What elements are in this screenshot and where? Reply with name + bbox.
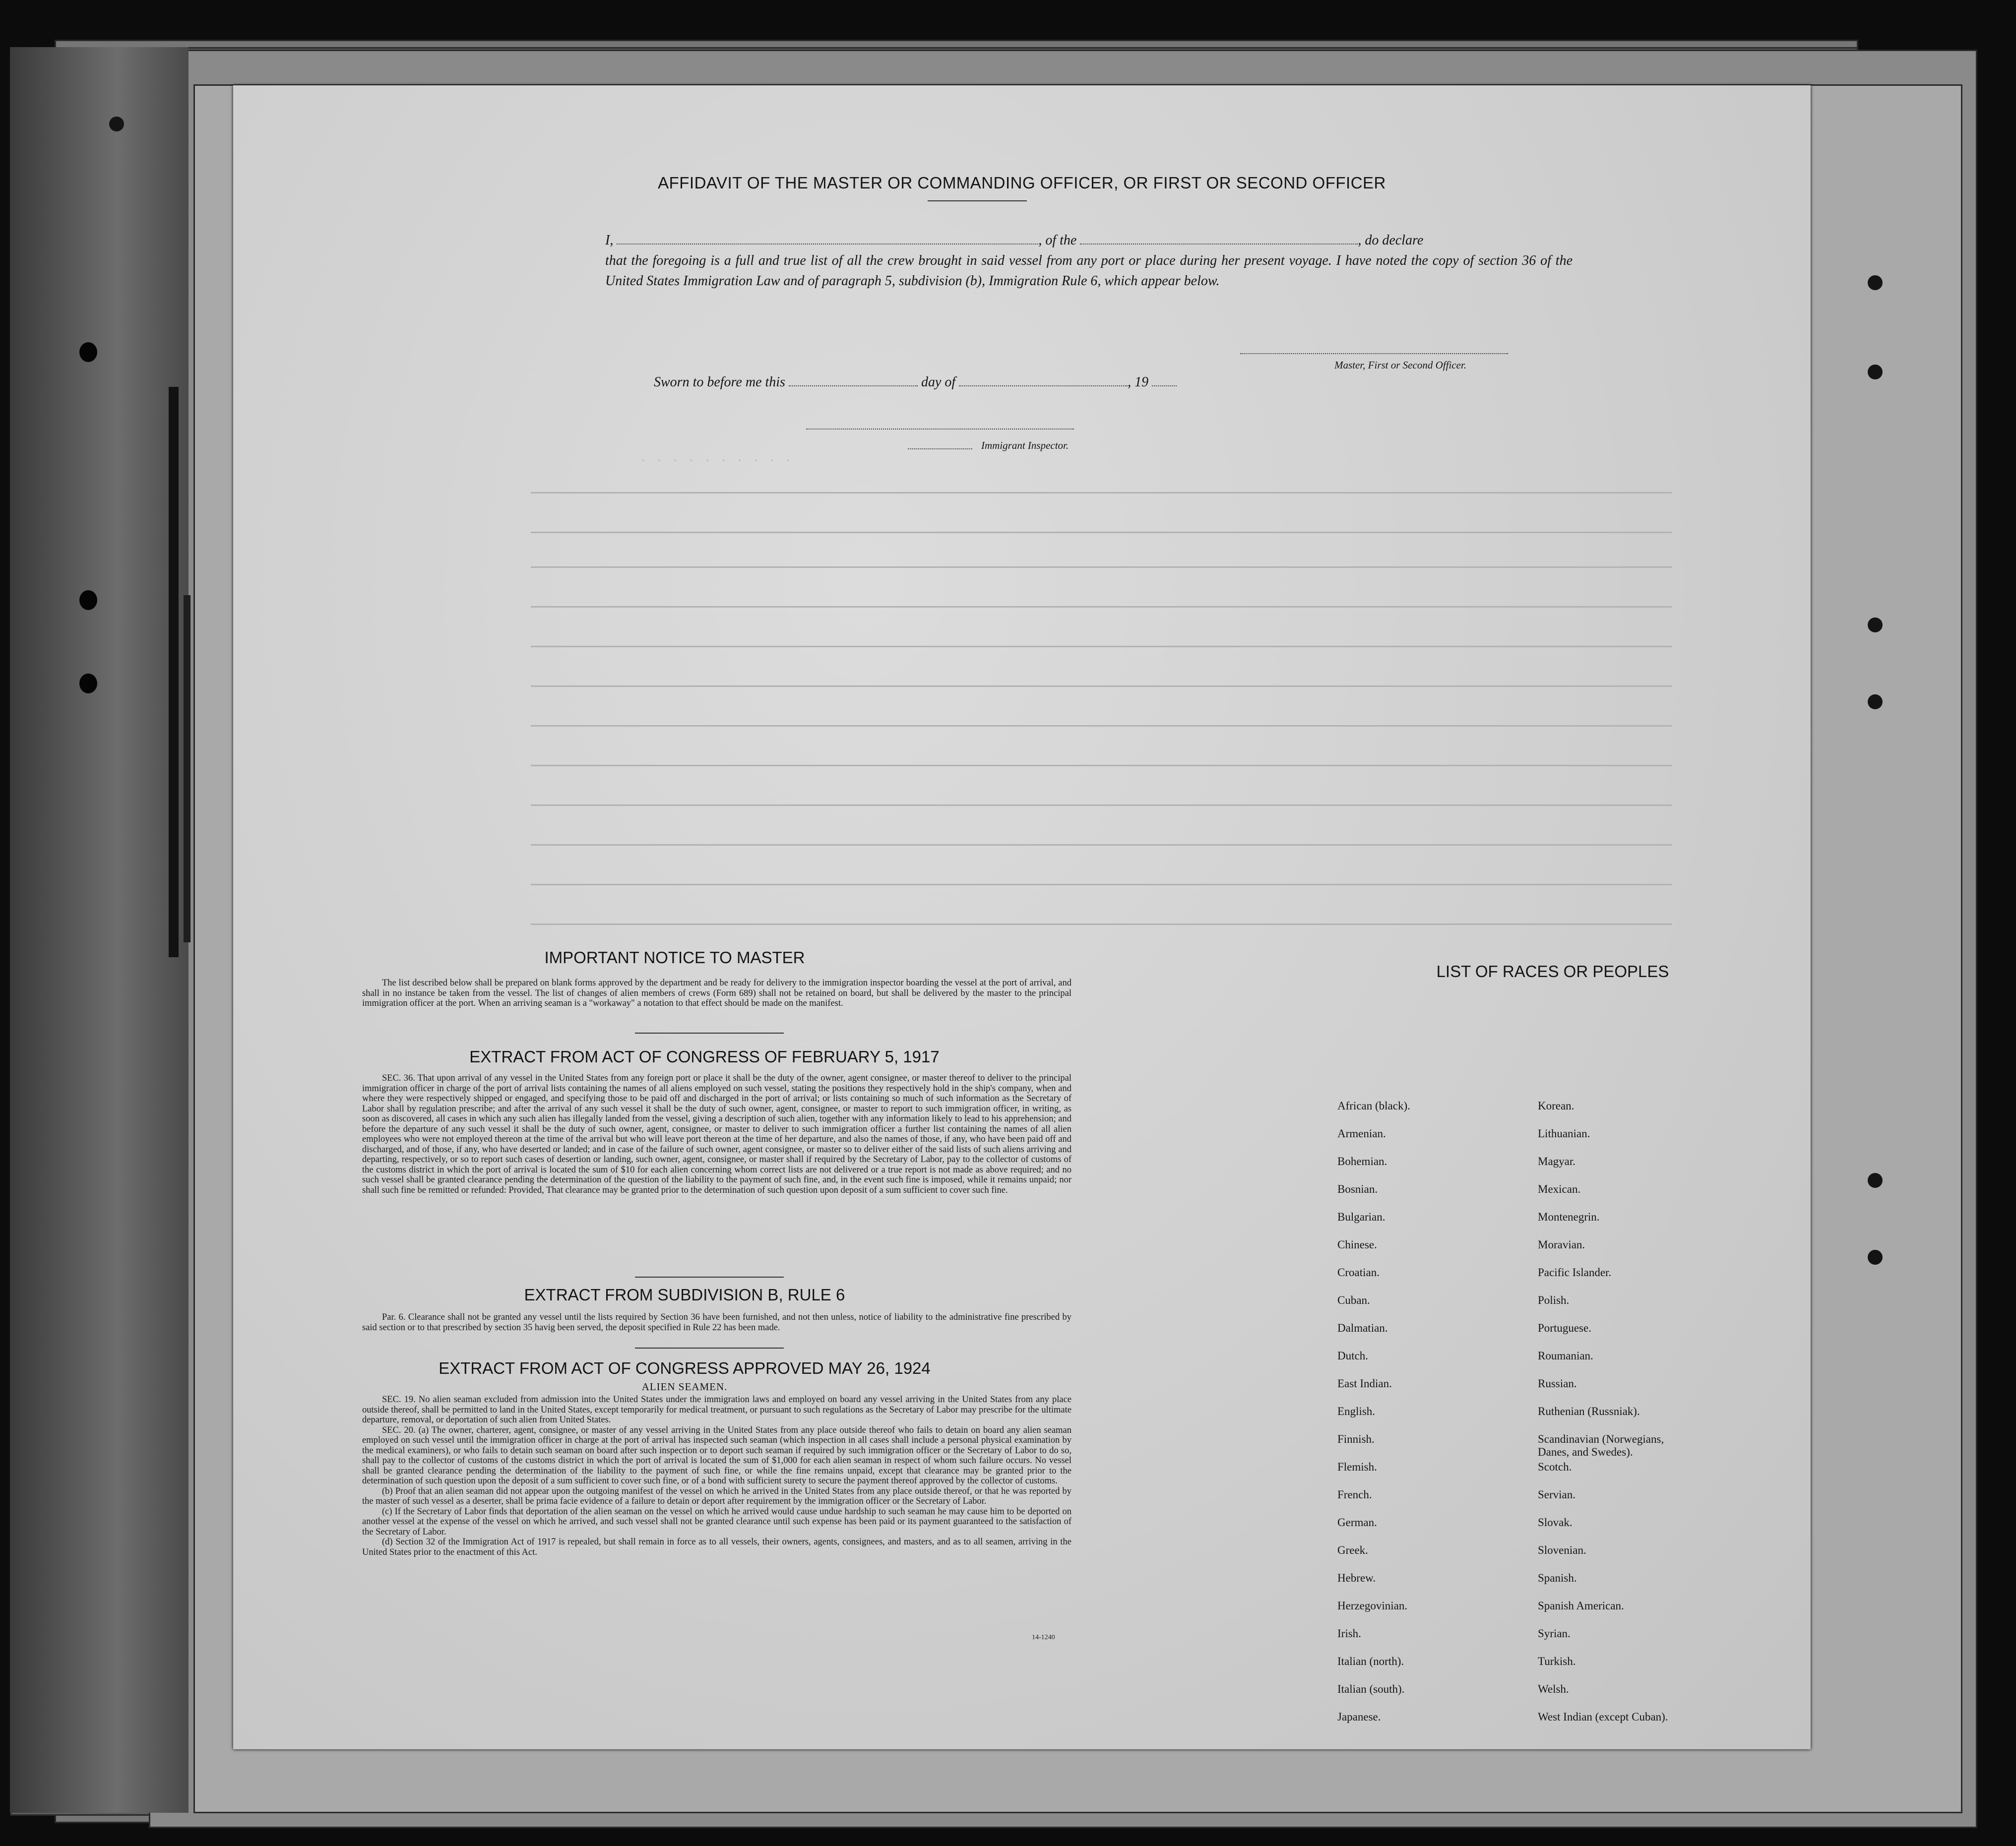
race-item: Greek. <box>1337 1544 1368 1556</box>
race-item: Pacific Islander. <box>1538 1266 1612 1279</box>
binding-hole <box>79 674 97 693</box>
vessel-name-blank[interactable] <box>1080 234 1358 245</box>
race-item: Welsh. <box>1538 1683 1569 1695</box>
extract-1917-title: EXTRACT FROM ACT OF CONGRESS OF FEBRUARY 5, 1917 <box>469 1047 940 1066</box>
binding-hole <box>109 117 124 131</box>
race-item: Japanese. <box>1337 1711 1381 1723</box>
race-item: Korean. <box>1538 1100 1575 1112</box>
section-36-paragraph: SEC. 36. That upon arrival of any vessel in the United States from any foreign port or place it shall be the duty of the owner, agent consignee, or master thereof to deliver to the principal immigration officer in charge of the port of arrival lists containing the names of all aliens employed on such vessel, stating the positions they respectively hold in the ship's company, when and where they were respectively shipped or engaged, and specifying those to be paid off and discharged in the port of arrival; or lists containing so much of such information as the Secretary of Labor shall by regulation prescribe; and after the arrival of any such vessel it shall be the duty of such owner, agent, consignee, or master to report to such immigration officer, in writing, as soon as discovered, all cases in which any such alien has illegally landed from the vessel, giving a description of such alien, together with any information likely to lead to his apprehension; and before the departure of any such vessel it shall be the duty of such owner, agent, consignee, or master to deliver to such immigration officer a further list containing the names of all alien employees who were not employed thereon at the time of the arrival but who will leave port thereon at the time of her departure, and also the names of those, if any, who have been paid off and discharged, and of those, if any, who have deserted or landed; and in case of the failure of such owner, agent consignee, or master so to deliver either of the said lists of such aliens arriving and departing, respectively, or so to report such cases of desertion or landing, such owner, agent, consignee, or master shall if required by the Secretary of Labor, pay to the collector of customs of the customs district in which the port of arrival is located the sum of $10 for each alien concerning whom correct lists are not delivered or a true report is not made as above required; and no such vessel shall be granted clearance pending the determination of the question of the liability to the payment of such fine, and, in the event such fine is imposed, while it remains unpaid; nor shall such fine be remitted or refunded: Provided, That clearance may be granted prior to the determination of such question upon deposit of a sum sufficient to cover such fine. <box>362 1073 1071 1195</box>
binding-hole <box>1868 1173 1883 1188</box>
extract-rule6-body <box>362 1312 1071 1333</box>
sec-20b-paragraph: (b) Proof that an alien seaman did not appear upon the outgoing manifest of the vessel on which he arrived in the United States from any place outside thereof, or that he was reported by the master of such vessel as a deserter, shall be prima facie evidence of a failure to detain or deport after requirement by the immigration officer or the Secretary of Labor. <box>362 1486 1071 1506</box>
inspector-signature-blank[interactable] <box>908 438 972 449</box>
race-item: Italian (south). <box>1337 1683 1405 1695</box>
year-prefix: , 19 <box>1128 374 1149 390</box>
inspector-signature-blank[interactable] <box>806 419 1074 430</box>
race-item: Moravian. <box>1538 1238 1585 1251</box>
race-item: Irish. <box>1337 1627 1361 1640</box>
binding-hole <box>79 342 97 362</box>
divider <box>928 200 1027 201</box>
sec-20d-paragraph: (d) Section 32 of the Immigration Act of 1917 is repealed, but shall remain in force as to all vessels, their owners, agents, consignees, and masters, and as to all seamen, arriving in the United States prior to the enactment of this Act. <box>362 1537 1071 1557</box>
of-the-text: , of the <box>1038 233 1077 248</box>
binding-hole <box>1868 365 1883 379</box>
i-word: I, <box>605 233 614 248</box>
race-item: Dalmatian. <box>1337 1322 1388 1334</box>
binding-hole <box>1868 617 1883 632</box>
extract-rule6-title: EXTRACT FROM SUBDIVISION B, RULE 6 <box>524 1286 845 1304</box>
race-item: Dutch. <box>1337 1350 1368 1362</box>
race-item: Cuban. <box>1337 1294 1370 1306</box>
sworn-year-blank[interactable] <box>1152 375 1177 386</box>
race-item: Russian. <box>1538 1377 1577 1390</box>
divider <box>635 1277 784 1278</box>
spine-handwriting <box>169 387 179 957</box>
extract-1924-body <box>362 1395 1071 1557</box>
race-item: Syrian. <box>1538 1627 1571 1640</box>
race-item: West Indian (except Cuban). <box>1538 1711 1668 1723</box>
race-item: Armenian. <box>1337 1127 1386 1140</box>
race-item: Portuguese. <box>1538 1322 1591 1334</box>
race-item: English. <box>1337 1405 1376 1417</box>
race-item: Bosnian. <box>1337 1183 1378 1195</box>
race-item: German. <box>1337 1516 1377 1529</box>
sec-20c-paragraph: (c) If the Secretary of Labor finds that deportation of the alien seaman on the vessel on which he arrived would cause undue hardship to such seaman he may cause him to be deported on another vessel at the expense of the vessel on which he arrived, and such vessel shall not be granted clearance until such expense has been paid or its payment guaranteed to the satisfaction of the Secretary of Labor. <box>362 1506 1071 1537</box>
master-signature-label: Master, First or Second Officer. <box>1334 359 1466 371</box>
sworn-day-blank[interactable] <box>789 375 918 386</box>
race-item: East Indian. <box>1337 1377 1392 1390</box>
notice-title: IMPORTANT NOTICE TO MASTER <box>544 948 805 967</box>
divider <box>635 1033 784 1034</box>
race-item: Slovenian. <box>1538 1544 1586 1556</box>
inspector-label: Immigrant Inspector. <box>981 439 1069 451</box>
affidavit-body: that the foregoing is a full and true list of all the crew brought in said vessel from any port or place during her present voyage. I have noted the copy of section 36 of the United States Immigration Law and of paragraph 5, subdivision (b), Immigration Rule 6, which appear below. <box>605 253 1573 289</box>
race-item: Finnish. <box>1337 1433 1375 1445</box>
race-item: Scandinavian (Norwegians, Danes, and Swedes). <box>1538 1433 1664 1458</box>
master-signature-blank[interactable] <box>1240 343 1508 354</box>
race-item: Bohemian. <box>1337 1155 1387 1168</box>
race-item: Flemish. <box>1337 1461 1377 1473</box>
sworn-month-blank[interactable] <box>959 375 1128 386</box>
race-item: Bulgarian. <box>1337 1211 1386 1223</box>
notice-body <box>362 978 1071 1009</box>
form-number: 14-1240 <box>1032 1634 1055 1641</box>
race-item: Servian. <box>1538 1488 1576 1501</box>
affidavit-title: AFFIDAVIT OF THE MASTER OR COMMANDING OFFICER, OR FIRST OR SECOND OFFICER <box>658 174 1386 192</box>
binding-hole <box>1868 694 1883 709</box>
race-item: Polish. <box>1538 1294 1570 1306</box>
race-item: African (black). <box>1337 1100 1410 1112</box>
race-item: Chinese. <box>1337 1238 1377 1251</box>
binding-hole <box>79 590 97 610</box>
sec-19-paragraph: SEC. 19. No alien seaman excluded from admission into the United States under the immigration laws and employed on board any vessel arriving in the United States from any place outside thereof, shall be permitted to land in the United States, except temporarily for medical treatment, or pursuant to such regulations as the Secretary of Labor may prescribe for the ultimate departure, removal, or deportation of such alien from United States. <box>362 1395 1071 1425</box>
race-item: Ruthenian (Russniak). <box>1538 1405 1640 1417</box>
race-item: Hebrew. <box>1337 1572 1376 1584</box>
race-item: Scotch. <box>1538 1461 1572 1473</box>
race-item: French. <box>1337 1488 1372 1501</box>
sec-20a-paragraph: SEC. 20. (a) The owner, charterer, agent, consignee, or master of any vessel arriving in the United States from any place outside thereof who fails to detain on board any alien seaman employed on such vessel until the immigration officer in charge at the port of arrival has inspected such seaman (which inspection in all cases shall include a personal physical examination by the medical examiners), or who fails to detain such seaman on board after such inspection or to deport such seaman if required by such immigration officer or the Secretary of Labor to do so, shall pay to the collector of customs of the customs district in which the port of arrival is located the sum of $1,000 for each alien seaman in respect of whom such failure occurs. No vessel shall be granted clearance pending the determination of the liability to the payment of such fine, or while the fine remains unpaid, except that clearance may be granted prior to the determination of such question upon the deposit of a sum sufficient to cover such fine, or of a bond with sufficient surety to secure the payment thereof approved by the collector of customs. <box>362 1425 1071 1486</box>
race-item: Herzegovinian. <box>1337 1600 1408 1612</box>
extract-1924-subtitle: ALIEN SEAMEN. <box>641 1381 728 1393</box>
race-item: Lithuanian. <box>1538 1127 1590 1140</box>
race-item: Spanish. <box>1538 1572 1577 1584</box>
race-item: Roumanian. <box>1538 1350 1593 1362</box>
race-item: Magyar. <box>1538 1155 1576 1168</box>
race-item: Spanish American. <box>1538 1600 1624 1612</box>
divider <box>635 1348 784 1349</box>
extract-1917-body <box>362 1073 1071 1195</box>
affidavit-declaration-line <box>605 230 1573 250</box>
binding-hole <box>1868 1250 1883 1265</box>
day-of-text: day of <box>921 374 956 390</box>
race-item: Montenegrin. <box>1538 1211 1600 1223</box>
binding-hole <box>1868 275 1883 290</box>
notice-paragraph: The list described below shall be prepared on blank forms approved by the department and be ready for delivery to the immigration inspector boarding the vessel at the port of arrival, and shall in no instance be taken from the vessel. The list of changes of alien members of crews (Form 689) shall not be retained on board, but shall be delivered by the master to the principal immigration officer at the port. When an arriving seaman is a "workaway" a notation to that effect should be made on the manifest. <box>362 978 1071 1008</box>
ledger-spine <box>10 47 189 1813</box>
race-item: Slovak. <box>1538 1516 1573 1529</box>
rule6-paragraph: Par. 6. Clearance shall not be granted any vessel until the lists required by Section 36 have been furnished, and not then unless, notice of liability to the administrative fine prescribed by said section or to that prescribed by section 35 havig been served, the deposit specified in Rule 22 has been made. <box>362 1312 1071 1333</box>
race-item: Croatian. <box>1337 1266 1380 1279</box>
race-item: Mexican. <box>1538 1183 1581 1195</box>
extract-1924-title: EXTRACT FROM ACT OF CONGRESS APPROVED MAY 26, 1924 <box>439 1359 931 1377</box>
race-item: Italian (north). <box>1337 1655 1404 1667</box>
spine-handwriting <box>184 595 190 942</box>
race-item: Turkish. <box>1538 1655 1576 1667</box>
sworn-prefix: Sworn to before me this <box>654 374 785 390</box>
races-title: LIST OF RACES OR PEOPLES <box>1436 962 1669 981</box>
declarant-name-blank[interactable] <box>617 234 1038 245</box>
affidavit-form-page: . . . . . . . . . . AFFIDAVIT OF THE MASTER OR COMMANDING OFFICER, OR FIRST OR SECOND OFFICER I, , of the , do declare that the foregoing is a full and true list of all the crew brought in said vessel from any port or place during her present voyage. I have noted the copy of section 36 of the United States Immigration Law and of paragraph 5, subdivision (b), Immigration Rule 6, which appear below. Master, First or Second Officer. Sworn to before me this day of , 19 Immigrant Inspector. IMPORTANT NOTICE TO MASTER The list described below shall be prepared on blank forms approved by the department and be ready for delivery to the immigration inspector boarding the vessel at the port of arrival, and shall in no instance be taken from the vessel. The list of changes of alien members of crews (Form 689) shall not be retained on board, but shall be delivered by the master to the principal immigration officer at the port. When an arriving seaman is a "workaway" a notation to that effect should be made on the manifest. EXTRACT FROM ACT OF CONGRESS OF FEBRUARY 5, 1917 SEC. 36. That upon arrival of any vessel in the United States from any foreign port or place it shall be the duty of the owner, agent consignee, or master thereof to deliver to the principal immigration officer in charge of the port of arrival lists containing the names of all aliens employed on such vessel, stating the positions they respectively hold in the ship's company, when and where they were respectively shipped or engaged, and specifying those to be paid off and discharged in the port of arrival; or lists containing so much of such information as the Secretary of Labor shall by regulation prescribe; and after the arrival of any such vessel it shall be the duty of such owner, agent, consignee, or master to report to such immigration officer, in writing, as soon as discovered, all cases in which any such alien has illegally landed from the vessel, giving a description of such alien, together with any information likely to lead to his apprehension; and before the departure of any such vessel it shall be the duty of such owner, agent, consignee, or master to deliver to such immigration officer a further list containing the names of all alien employees who were not employed thereon at the time of the arrival but who will leave port thereon at the time of her departure, and also the names of those, if any, who have been paid off and discharged, and of those, if any, who have deserted or landed; and in case of the failure of such owner, agent consignee, or master so to deliver either of the said lists of such aliens arriving and departing, respectively, or so to report such cases of desertion or landing, such owner, agent, consignee, or master shall if required by the Secretary of Labor, pay to the collector of customs of the customs district in which the port of arrival is located the sum of $10 for each alien concerning whom correct lists are not delivered or a true report is not made as above required; and no such vessel shall be granted clearance pending the determination of the question of the liability to the payment of such fine, and, in the event such fine is imposed, while it remains unpaid; nor shall such fine be remitted or refunded: Provided, That clearance may be granted prior to the determination of such question upon deposit of a sum sufficient to cover such fine. EXTRACT FROM SUBDIVISION B, RULE 6 Par. 6. Clearance shall not be granted any vessel until the lists required by Section 36 have been furnished, and not then unless, notice of liability to the administrative fine prescribed by said section or to that prescribed by section 35 havig been served, the deposit specified in Rule 22 has been made. EXTRACT FROM ACT OF CONGRESS APPROVED MAY 26, 1924 ALIEN SEAMEN. SEC. 19. No alien seaman excluded from admission into the United States under the immigration laws and employed on board any vessel arriving in the United States from any place outside thereof, shall be permitted to land in the United States, except temporarily for medical treatment, or pursuant to such regulations as the Secretary of Labor may prescribe for the ultimate departure, removal, or deportation of such alien from United States. SEC. 20. (a) The owner, charterer, agent, consignee, or master of any vessel arriving in the United States from any place outside thereof who fails to detain on board any alien seaman employed on such vessel until the immigration officer in charge at the port of arrival has inspected such seaman (which inspection in all cases shall include a personal physical examination by the medical examiners), or who fails to detain such seaman on board after such inspection or to deport such seaman if required by such immigration officer or the Secretary of Labor to do so, shall pay to the collector of customs of the customs district in which the port of arrival is located the sum of $1,000 for each alien seaman in respect of whom such failure occurs. No vessel shall be granted clearance pending the determination of the liability to the payment of such fine, or while the fine remains unpaid, except that clearance may be granted prior to the determination of such question upon the deposit of a sum sufficient to cover such fine, or of a bond with sufficient surety to secure the payment thereof approved by the collector of customs. (b) Proof that an alien seaman did not appear upon the outgoing manifest of the vessel on which he arrived in the United States from any place outside thereof, or that he was reported by the master of such vessel as a deserter, shall be prima facie evidence of a failure to detain or deport after requirement by the immigration officer or the Secretary of Labor. (c) If the Secretary of Labor finds that deportation of the alien seaman on the vessel on which he arrived would cause undue hardship to such seaman he may cause him to be deported on another vessel at the expense of the vessel on which he arrived, and such vessel shall not be granted clearance until such expense has been paid or its payment guaranteed to the satisfaction of the Secretary of Labor. (d) Section 32 of the Immigration Act of 1917 is repealed, but shall remain in force as to all vessels, their owners, agents, consignees, and masters, and as to all seamen, arriving in the United States prior to the enactment of this Act. 14-1240 LIST OF RACES OR PEOPLES African (black). Armenian. Bohemian. Bosnian. Bulgarian. Chinese. Croatian. Cuban. Dalmatian. Dutch. East Indian. English. Finnish. Flemish. French. German. Greek. Hebrew. Herzegovinian. Irish. Italian (north). Italian (south). Japanese. Korean. Lithuanian. Magyar. Mexican. Montenegrin. Moravian. Pacific Islander. Polish. Portuguese. Roumanian. Russian. Ruthenian (Russniak). Scandinavian (Norwegians, Danes, and Swedes). Scotch. Servian. Slovak. Slovenian. Spanish. Spanish American. Syrian. Turkish. Welsh. West Indian (except Cuban). <box>233 85 1811 1749</box>
sworn-line <box>654 372 1547 392</box>
do-declare-text: , do declare <box>1358 233 1424 248</box>
